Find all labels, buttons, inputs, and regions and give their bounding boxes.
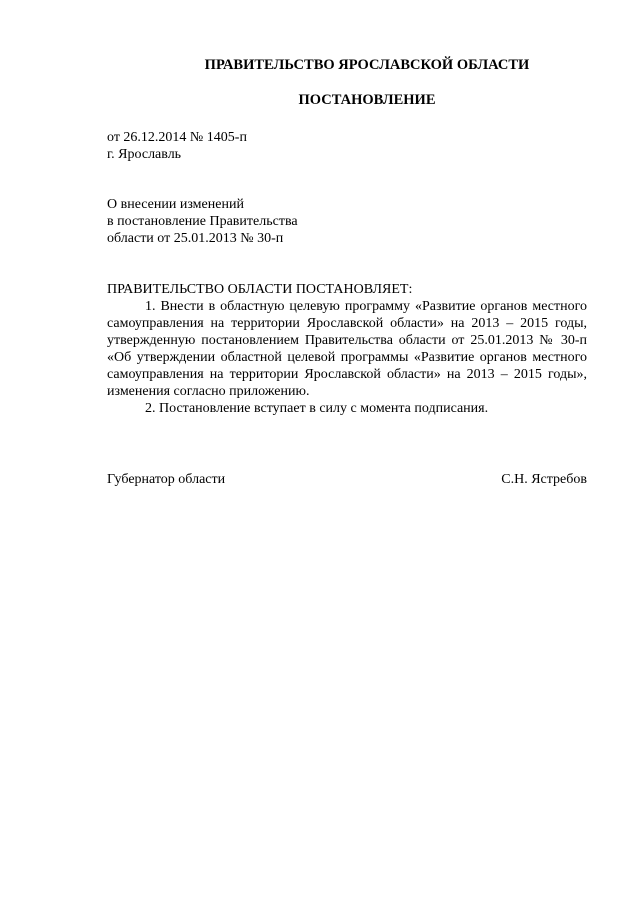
document-type-title: ПОСТАНОВЛЕНИЕ xyxy=(298,92,436,108)
signatory-title: Губернатор области xyxy=(107,472,226,487)
signatory-name: С.Н. Ястребов xyxy=(501,472,587,487)
subject-line-3: области от 25.01.2013 № 30-п xyxy=(107,231,284,246)
decree-heading: ПРАВИТЕЛЬСТВО ОБЛАСТИ ПОСТАНОВЛЯЕТ: xyxy=(107,282,413,297)
document-meta xyxy=(107,129,247,163)
date-number: от 26.12.2014 № 1405-п xyxy=(107,130,247,145)
subject-line-2: в постановление Правительства xyxy=(107,214,298,229)
document-subject xyxy=(107,196,298,247)
organization-title: ПРАВИТЕЛЬСТВО ЯРОСЛАВСКОЙ ОБЛАСТИ xyxy=(204,57,530,73)
paragraph-1: 1. Внести в областную целевую программу «Развитие органов местного самоуправления на территории Ярославской области» на 2013 – 2015 годы, утвержденную постановлением Правительства области от 25.01.2013 № 30-п «Об утверждении областной целевой программы «Развитие органов местного самоуправления на территории Ярославской области» на 2013 – 2015 годы», изменения согласно приложению. xyxy=(107,299,587,399)
city: г. Ярославль xyxy=(107,147,182,162)
document-body xyxy=(107,281,587,417)
subject-line-1: О внесении изменений xyxy=(107,197,244,212)
paragraph-2: 2. Постановление вступает в силу с момента подписания. xyxy=(145,401,489,416)
